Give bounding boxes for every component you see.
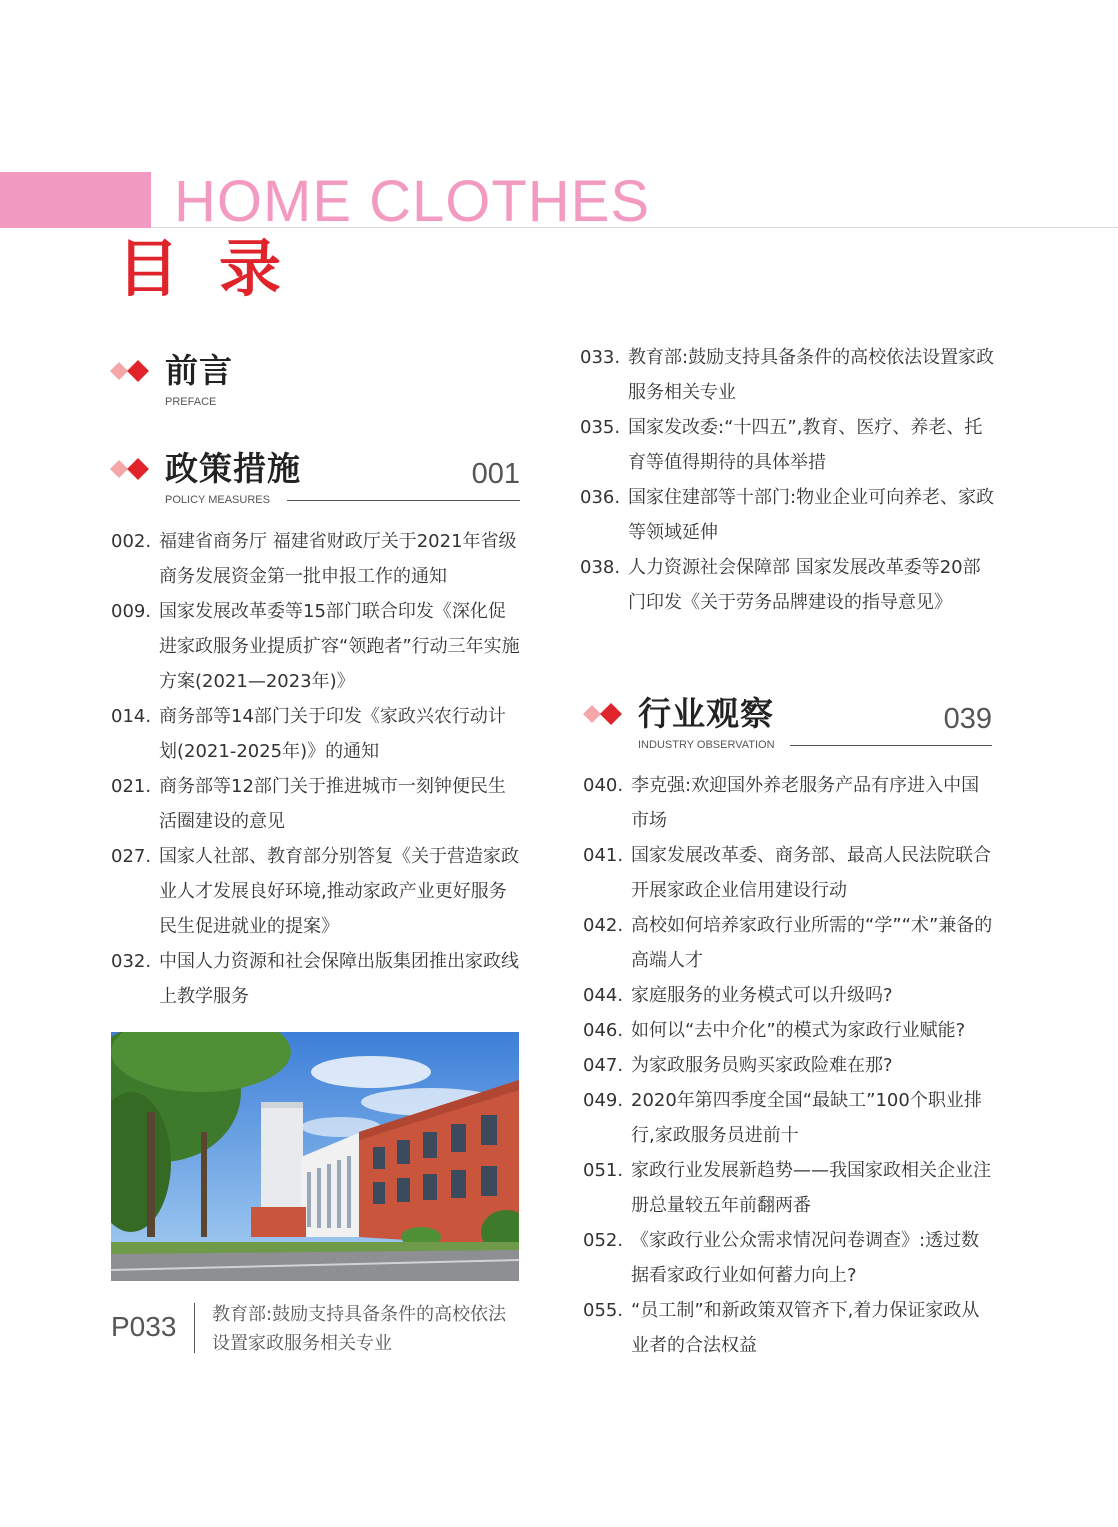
toc-list-policy-right bbox=[580, 340, 995, 620]
toc-entry-title: 国家发展改革委、商务部、最高人民法院联合开展家政企业信用建设行动 bbox=[631, 845, 991, 901]
toc-entry-title: 家政行业发展新趋势——我国家政相关企业注册总量较五年前翻两番 bbox=[631, 1160, 991, 1216]
header-pink-bar bbox=[0, 172, 151, 228]
toc-entry[interactable] bbox=[580, 480, 995, 550]
toc-entry-title: 福建省商务厅 福建省财政厅关于2021年省级商务发展资金第一批申报工作的通知 bbox=[159, 531, 517, 587]
section-subtitle: INDUSTRY OBSERVATION bbox=[638, 739, 775, 751]
toc-entry-title: 国家住建部等十部门:物业企业可向养老、家政等领域延伸 bbox=[628, 487, 995, 543]
toc-entry-page: 040. bbox=[583, 775, 624, 796]
section-title: 政策措施 bbox=[165, 449, 301, 488]
toc-entry-page: 038. bbox=[580, 557, 621, 578]
toc-entry-title: 李克强:欢迎国外养老服务产品有序进入中国市场 bbox=[631, 775, 980, 831]
toc-entry-title: 国家发改委:“十四五”,教育、医疗、养老、托育等值得期待的具体举措 bbox=[628, 417, 983, 473]
toc-entry[interactable] bbox=[583, 1013, 995, 1048]
toc-entry-title: “员工制”和新政策双管齐下,着力保证家政从业者的合法权益 bbox=[631, 1300, 980, 1356]
toc-entry-title: 国家人社部、教育部分别答复《关于营造家政业人才发展良好环境,推动家政产业更好服务民生促进就业的提案》 bbox=[159, 846, 519, 937]
toc-entry-title: 如何以“去中介化”的模式为家政行业赋能? bbox=[631, 1020, 966, 1041]
section-page-number: 001 bbox=[471, 458, 520, 490]
toc-entry[interactable] bbox=[583, 1293, 995, 1363]
toc-entry-title: 国家发展改革委等15部门联合印发《深化促进家政服务业提质扩容“领跑者”行动三年实施方案(2021—2023年)》 bbox=[159, 601, 520, 692]
toc-entry[interactable] bbox=[580, 550, 995, 620]
toc-list-policy-left bbox=[111, 524, 521, 1014]
toc-entry[interactable] bbox=[583, 838, 995, 908]
toc-entry-page: 032. bbox=[111, 951, 152, 972]
toc-entry[interactable] bbox=[111, 524, 521, 594]
toc-entry-title: 商务部等14部门关于印发《家政兴农行动计划(2021-2025年)》的通知 bbox=[159, 706, 506, 762]
diamond-bullet-icon bbox=[582, 702, 626, 726]
toc-entry-page: 046. bbox=[583, 1020, 624, 1041]
toc-entry[interactable] bbox=[583, 978, 995, 1013]
section-subtitle: PREFACE bbox=[165, 396, 217, 408]
toc-entry[interactable] bbox=[580, 340, 995, 410]
section-title: 行业观察 bbox=[638, 694, 774, 733]
toc-entry-title: 高校如何培养家政行业所需的“学”“术”兼备的高端人才 bbox=[631, 915, 993, 971]
diamond-bullet-icon bbox=[109, 359, 153, 383]
section-divider bbox=[287, 500, 520, 501]
toc-entry-title: 为家政服务员购买家政险难在那? bbox=[631, 1055, 893, 1076]
toc-entry[interactable] bbox=[583, 908, 995, 978]
toc-list-industry bbox=[583, 768, 995, 1363]
section-divider bbox=[790, 745, 992, 746]
photo-caption: 教育部:鼓励支持具备条件的高校依法设置家政服务相关专业 bbox=[212, 1304, 507, 1354]
section-page-number: 039 bbox=[943, 703, 992, 735]
toc-entry-page: 049. bbox=[583, 1090, 624, 1111]
toc-entry-page: 027. bbox=[111, 846, 152, 867]
toc-entry[interactable] bbox=[583, 1083, 995, 1153]
toc-entry-page: 041. bbox=[583, 845, 624, 866]
toc-entry[interactable] bbox=[583, 1223, 995, 1293]
toc-entry-page: 055. bbox=[583, 1300, 624, 1321]
section-preface bbox=[109, 349, 520, 415]
toc-entry[interactable] bbox=[111, 839, 521, 944]
magazine-title: HOME CLOTHES bbox=[174, 169, 651, 234]
section-industry[interactable] bbox=[582, 692, 992, 758]
section-subtitle: POLICY MEASURES bbox=[165, 494, 270, 506]
toc-entry-page: 014. bbox=[111, 706, 152, 727]
section-policy[interactable] bbox=[109, 447, 520, 513]
caption-divider bbox=[194, 1303, 195, 1353]
toc-entry-title: 《家政行业公众需求情况问卷调查》:透过数据看家政行业如何蓄力向上? bbox=[631, 1230, 980, 1286]
diamond-bullet-icon bbox=[109, 457, 153, 481]
toc-entry-page: 042. bbox=[583, 915, 624, 936]
toc-entry-title: 家庭服务的业务模式可以升级吗? bbox=[631, 985, 893, 1006]
toc-entry-page: 044. bbox=[583, 985, 624, 1006]
caption-page-number: P033 bbox=[111, 1311, 177, 1342]
toc-entry-page: 052. bbox=[583, 1230, 624, 1251]
toc-entry[interactable] bbox=[583, 1048, 995, 1083]
toc-entry[interactable] bbox=[583, 1153, 995, 1223]
toc-entry-title: 中国人力资源和社会保障出版集团推出家政线上教学服务 bbox=[159, 951, 519, 1007]
toc-entry-page: 009. bbox=[111, 601, 152, 622]
toc-entry[interactable] bbox=[580, 410, 995, 480]
toc-entry-page: 033. bbox=[580, 347, 621, 368]
toc-entry[interactable] bbox=[111, 944, 521, 1014]
toc-entry[interactable] bbox=[111, 699, 521, 769]
toc-entry-title: 商务部等12部门关于推进城市一刻钟便民生活圈建设的意见 bbox=[159, 776, 506, 832]
page-title: 目录 bbox=[117, 232, 322, 305]
toc-entry-page: 021. bbox=[111, 776, 152, 797]
toc-entry-title: 教育部:鼓励支持具备条件的高校依法设置家政服务相关专业 bbox=[628, 347, 995, 403]
toc-entry-page: 036. bbox=[580, 487, 621, 508]
toc-entry-page: 047. bbox=[583, 1055, 624, 1076]
toc-entry[interactable] bbox=[111, 769, 521, 839]
toc-entry[interactable] bbox=[111, 594, 521, 699]
toc-entry-title: 人力资源社会保障部 国家发展改革委等20部门印发《关于劳务品牌建设的指导意见》 bbox=[628, 557, 981, 613]
toc-entry-page: 035. bbox=[580, 417, 621, 438]
toc-entry-page: 051. bbox=[583, 1160, 624, 1181]
toc-entry[interactable] bbox=[583, 768, 995, 838]
toc-entry-title: 2020年第四季度全国“最缺工”100个职业排行,家政服务员进前十 bbox=[631, 1090, 982, 1146]
section-title: 前言 bbox=[165, 351, 233, 390]
toc-entry-page: 002. bbox=[111, 531, 152, 552]
campus-photo bbox=[111, 1032, 519, 1281]
